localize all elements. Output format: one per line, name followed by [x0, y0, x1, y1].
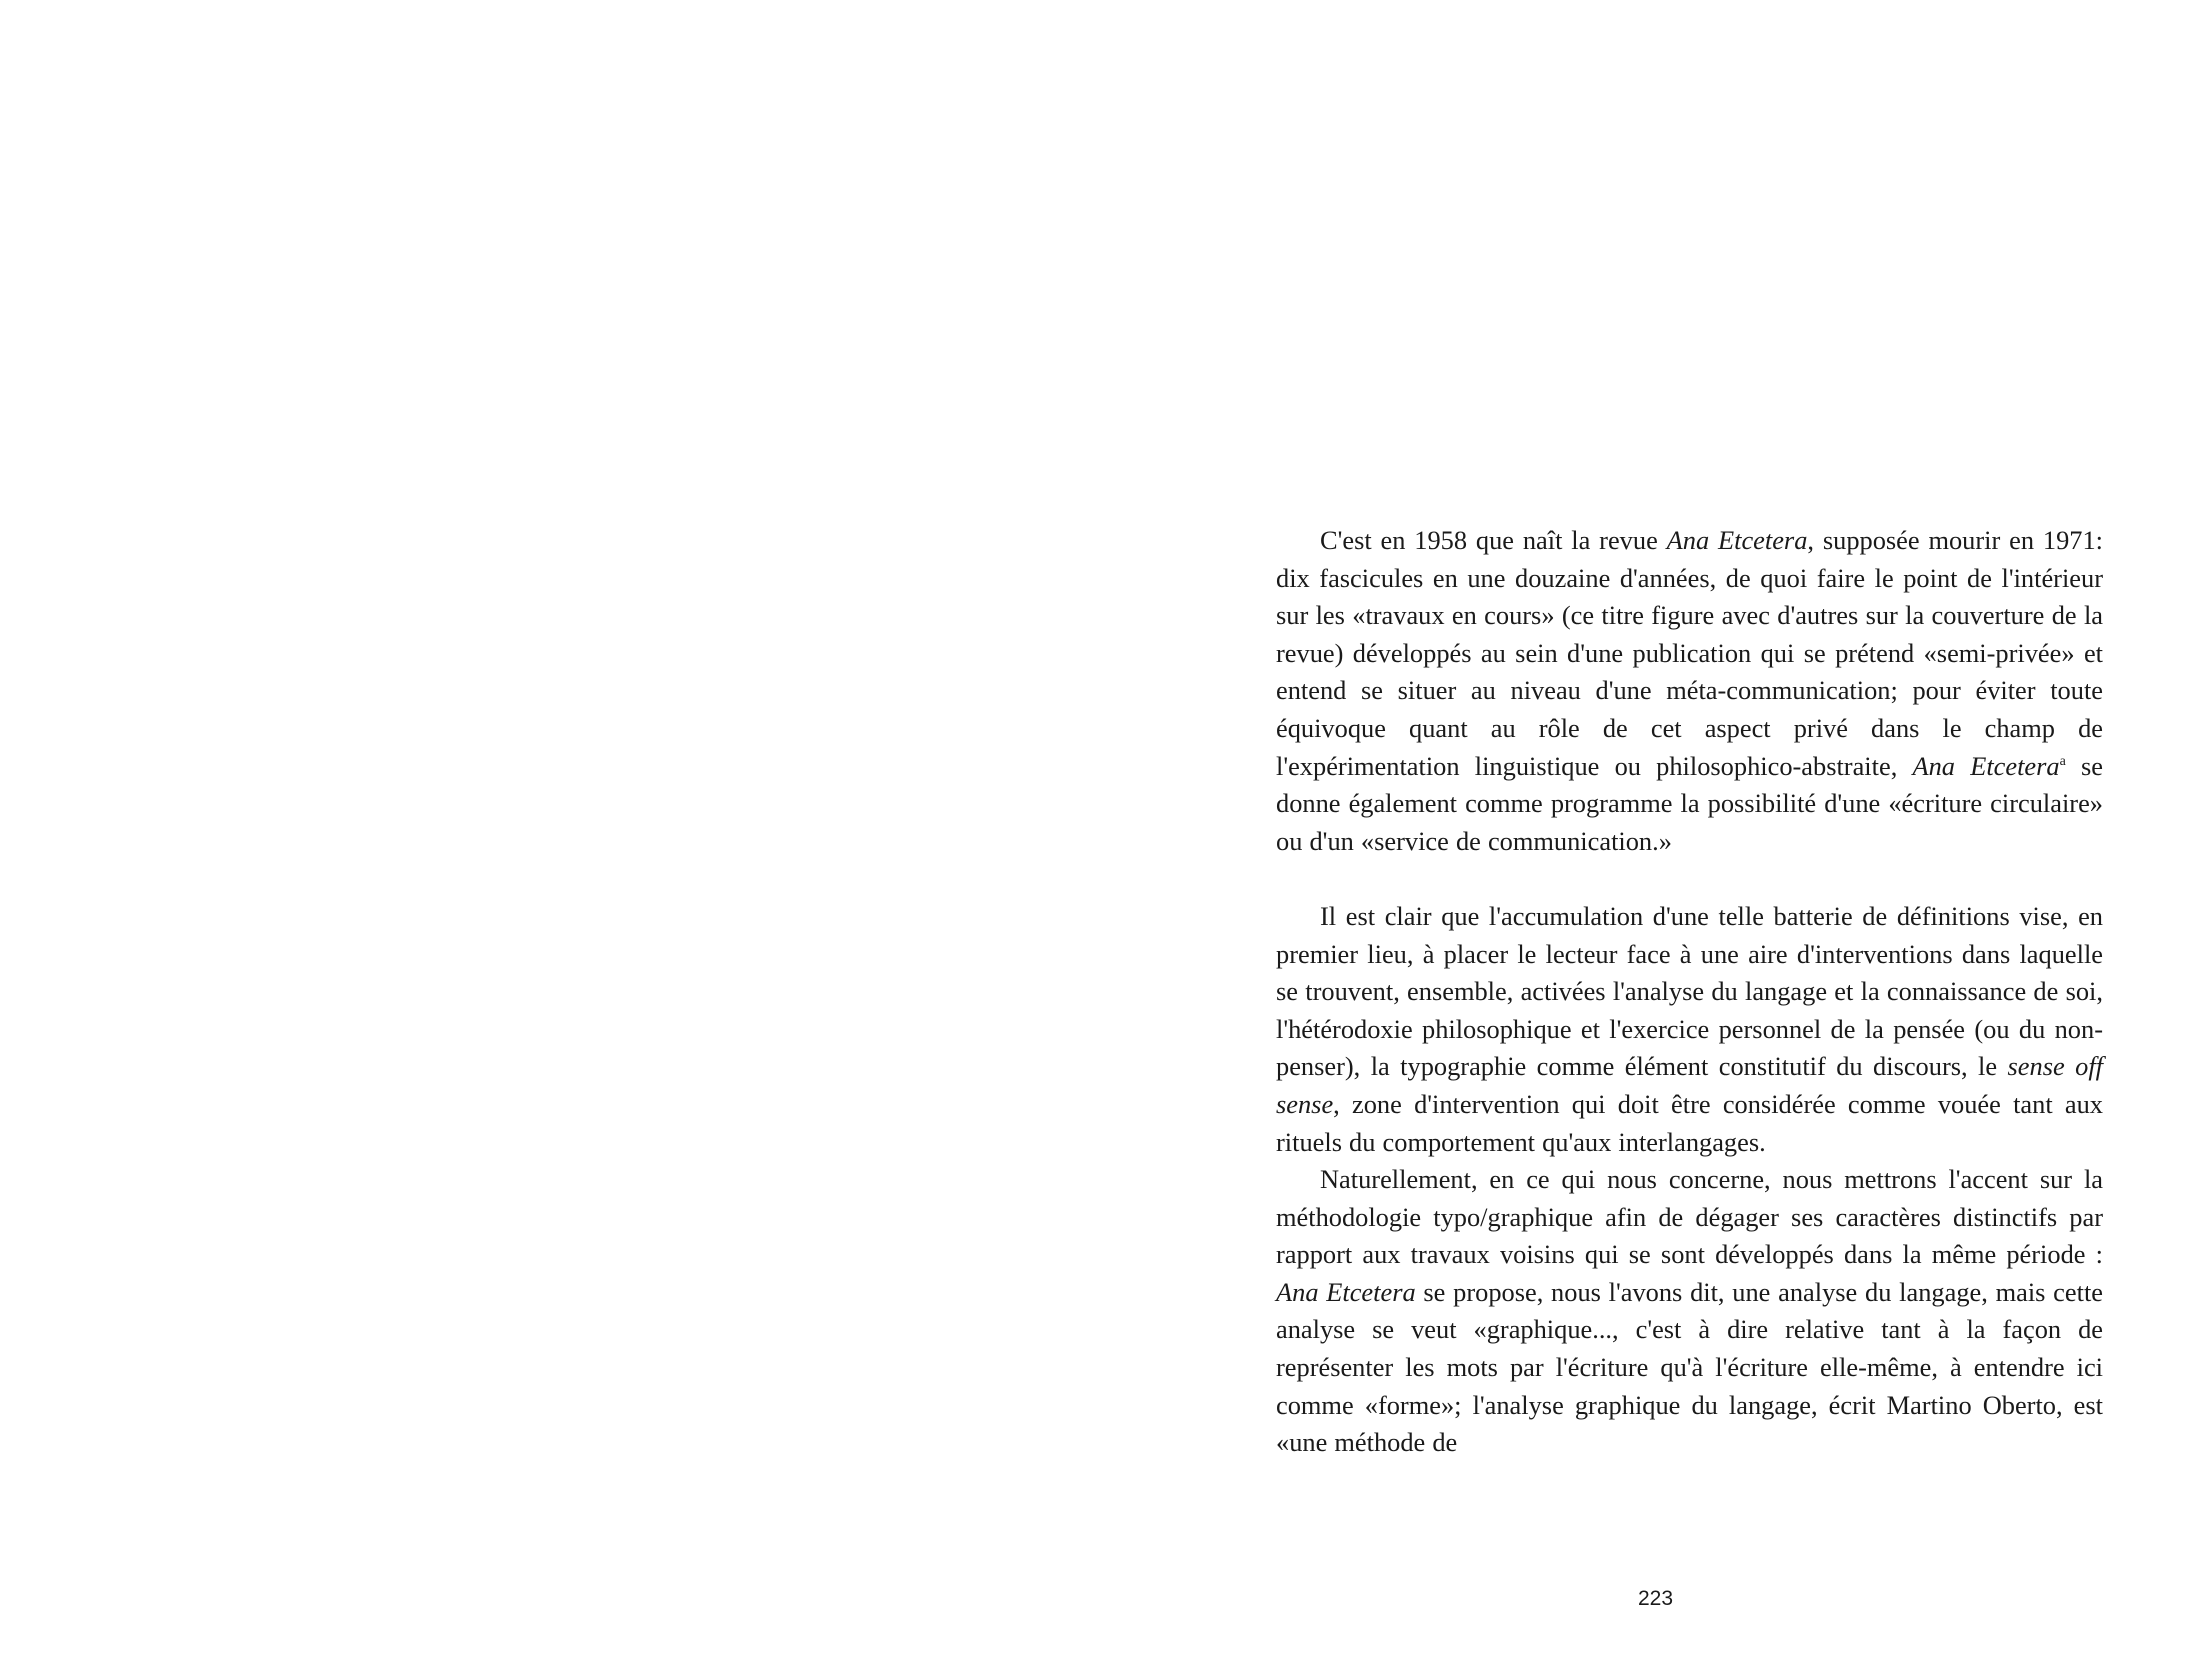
paragraph-1-text-b: , supposée mourir en 1971: dix fascicules en une douzaine d'années, de quoi faire le point de l'intérieur sur les «travaux en cours» (ce titre figure avec d'autres sur la couverture de la revue) développés au sein d'une publication qui se prétend «semi-privée» et entend se situer au niveau d'une méta-communication; pour éviter toute équivoque quant au rôle de cet aspect privé dans le champ de l'expérimentation linguistique ou philosophico-abstraite,: [1276, 525, 2103, 781]
footnote-marker: a: [2059, 753, 2066, 769]
left-page-blank: [0, 0, 1102, 1654]
body-text: [1276, 522, 2103, 1462]
paragraph-3-text-a: Naturellement, en ce qui nous concerne, nous mettrons l'accent sur la méthodologie typo/graphique afin de dégager ses caractères distinctifs par rapport aux travaux voisins qui se sont développés dans la même période :: [1276, 1164, 2103, 1270]
paragraph-2-text-a: Il est clair que l'accumulation d'une telle batterie de définitions vise, en premier lieu, à placer le lecteur face à une aire d'interventions dans laquelle se trouvent, ensemble, activées l'analyse du langage et la connaissance de soi, l'hétérodoxie philosophique et l'exercice personnel de la pensée (ou du non-penser), la typographie comme élément constitutif du discours, le: [1276, 900, 2103, 1082]
page-number: 223: [1638, 1587, 1674, 1610]
paragraph-1-text-c: se donne également comme programme la possibilité d'une «écriture circulaire» ou d'un «service de communication.»: [1276, 750, 2103, 856]
term-sense-off-sense: sense off sense: [1276, 1051, 2103, 1119]
journal-title-ana-etcetera: Ana Etcetera: [1276, 1276, 1416, 1307]
journal-title-ana-etcetera: Ana Etcetera: [1666, 525, 1808, 555]
paragraph-3-text-b: se propose, nous l'avons dit, une analyse du langage, mais cette analyse se veut «graphique..., c'est à dire relative tant à la façon de représenter les mots par l'écriture qu'à l'écriture elle-même, à entendre ici comme «forme»; l'analyse graphique du langage, écrit Martino Oberto, est «une méthode de: [1276, 1276, 2103, 1458]
paragraph-3: [1276, 1161, 2103, 1462]
paragraph-1-text-a: C'est en 1958 que naît la revue: [1320, 525, 1667, 555]
paragraph-1: [1276, 522, 2103, 860]
paragraph-2-text-b: , zone d'intervention qui doit être considérée comme vouée tant aux rituels du comportement qu'aux interlangages.: [1276, 1088, 2103, 1157]
journal-title-ana-etcetera: Ana Etcetera: [1912, 750, 2060, 781]
paragraph-2: [1276, 898, 2103, 1161]
right-page: [1102, 0, 2205, 1654]
